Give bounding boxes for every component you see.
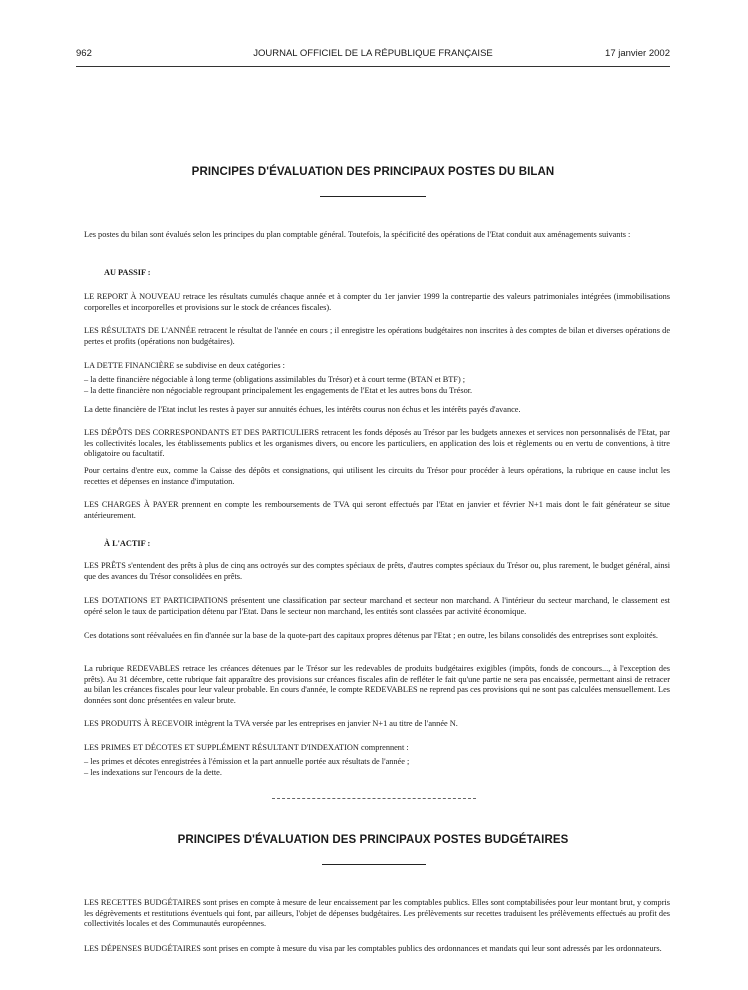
header-rule — [76, 66, 670, 67]
primes-bullets — [84, 757, 670, 778]
intro-paragraph: Les postes du bilan sont évalués selon les principes du plan comptable général. Toutefois, la spécificité des opérations de l'Etat conduit aux aménagements suivants : — [84, 230, 631, 239]
dette-bullets — [84, 375, 670, 396]
dotations-note: Ces dotations sont réévaluées en fin d'année sur la base de la quote-part des capitaux propres détenus par l'Etat ; en outre, les bilans consolidés des entreprises sont exploités. — [84, 631, 658, 640]
page-header — [76, 44, 670, 64]
dette-note: La dette financière de l'Etat inclut les restes à payer sur annuités échues, les intérêts courus non échus et les intérêts payés d'avance. — [84, 405, 521, 414]
issue-date: 17 janvier 2002 — [605, 48, 670, 59]
report-paragraph — [84, 292, 670, 313]
title-underline — [320, 196, 426, 197]
depots-note: Pour certains d'entre eux, comme la Caisse des dépôts et consignations, qui utilisent les circuits du Trésor pour procéder à leurs opérations, la rubrique en cause inclut les recettes et dépenses en instance d'imputation. — [84, 466, 670, 486]
list-item: – les indexations sur l'encours de la dette. — [84, 767, 222, 777]
resultats-paragraph: LES RÉSULTATS DE L'ANNÉE retracent le résultat de l'année en cours ; il enregistre les opérations budgétaires non inscrites à des comptes de bilan et diverses opérations de pertes et profits (opérations non budgétaires). — [84, 326, 670, 346]
charges-paragraph: LES CHARGES À PAYER prennent en compte les remboursements de TVA qui seront effectués par l'Etat en janvier et février N+1 mais dont le fait générateur se situe antérieurement. — [84, 500, 670, 520]
list-item: – la dette financière négociable à long terme (obligations assimilables du Trésor) et à court terme (BTAN et BTF) ; — [84, 375, 466, 384]
produits-paragraph: LES PRODUITS À RECEVOIR intègrent la TVA versée par les entreprises en janvier N+1 au titre de l'année N. — [84, 719, 458, 728]
journal-title: JOURNAL OFFICIEL DE LA RÉPUBLIQUE FRANÇAISE — [253, 48, 493, 59]
recettes-paragraph: LES RECETTES BUDGÉTAIRES sont prises en compte à mesure de leur encaissement par les comptables publics. Elles sont comptabilisées pour leur montant brut, y compris les dégrèvements et restitutions éventuels qui font, par ailleurs, l'objet de dépenses budgétaires. Les prélèvements sur recettes traduisent les prélèvements effectués au profit des collectivités locales et des Communautés européennes. — [84, 898, 670, 929]
list-item: – la dette financière non négociable regroupant principalement les engagements de l'Etat et les autres bons du Trésor. — [84, 385, 473, 395]
dette-intro: LA DETTE FINANCIÈRE se subdivise en deux catégories : — [84, 361, 285, 370]
passif-heading: AU PASSIF : — [104, 268, 151, 277]
section-title-bilan: PRINCIPES D'ÉVALUATION DES PRINCIPAUX POSTES DU BILAN — [191, 166, 555, 178]
prets-paragraph: LES PRÊTS s'entendent des prêts à plus de cinq ans octroyés sur des comptes spéciaux de prêts, d'autres comptes spéciaux du Trésor ou, plus rarement, le budget général, ainsi que des avances du Trésor consolidées en prêts. — [84, 561, 670, 581]
depenses-paragraph: LES DÉPENSES BUDGÉTAIRES sont prises en compte à mesure du visa par les comptables publics des ordonnances et mandats qui leur sont adressés par les ordonnateurs. — [84, 944, 662, 953]
section-separator — [272, 798, 476, 799]
primes-intro: LES PRIMES ET DÉCOTES ET SUPPLÉMENT RÉSULTANT D'INDEXATION comprennent : — [84, 743, 409, 752]
list-item: – les primes et décotes enregistrées à l'émission et la part annuelle portée aux résultats de l'année ; — [84, 757, 410, 766]
page-number: 962 — [76, 48, 92, 59]
actif-heading: À L'ACTIF : — [104, 539, 151, 548]
title-underline — [322, 864, 426, 865]
depots-paragraph: LES DÉPÔTS DES CORRESPONDANTS ET DES PARTICULIERS retracent les fonds déposés au Trésor par les budgets annexes et services non personnalisés de l'Etat, par les collectivités locales, les établissements publics et les organismes divers, ou encore les particuliers, en application des lois et règlements ou en vertu de conventions, à titre obligatoire ou facultatif. — [84, 428, 670, 459]
dotations-paragraph: LES DOTATIONS ET PARTICIPATIONS présentent une classification par secteur marchand et secteur non marchand. A l'intérieur du secteur marchand, le classement est opéré selon le taux de participation détenu par l'Etat. Dans le secteur non marchand, les entités sont classées par activité économique. — [84, 596, 670, 616]
report-text: LE REPORT À NOUVEAU retrace les résultats cumulés chaque année et à compter du 1er janvier 1999 la contrepartie des valeurs patrimoniales intégrées (immobilisations corporelles et incorporelles et provisions sur le stock de créances fiscales). — [84, 292, 670, 312]
section-title-budgetaires: PRINCIPES D'ÉVALUATION DES PRINCIPAUX POSTES BUDGÉTAIRES — [177, 834, 569, 846]
redevables-paragraph: La rubrique REDEVABLES retrace les créances détenues par le Trésor sur les redevables de produits budgétaires exigibles (impôts, fonds de concours..., à l'exception des prêts). Au 31 décembre, cette rubrique fait apparaître des provisions sur créances fiscales afin de refléter le fait qu'une partie ne sera pas encaissée, permettant ainsi de retracer au bilan les créances fiscales pour leur valeur probable. En cours d'année, le compte REDEVABLES ne reprend pas ces provisions qui ne sont pas calculées mensuellement. Les données sont donc présentées en valeur brute. — [84, 664, 670, 705]
